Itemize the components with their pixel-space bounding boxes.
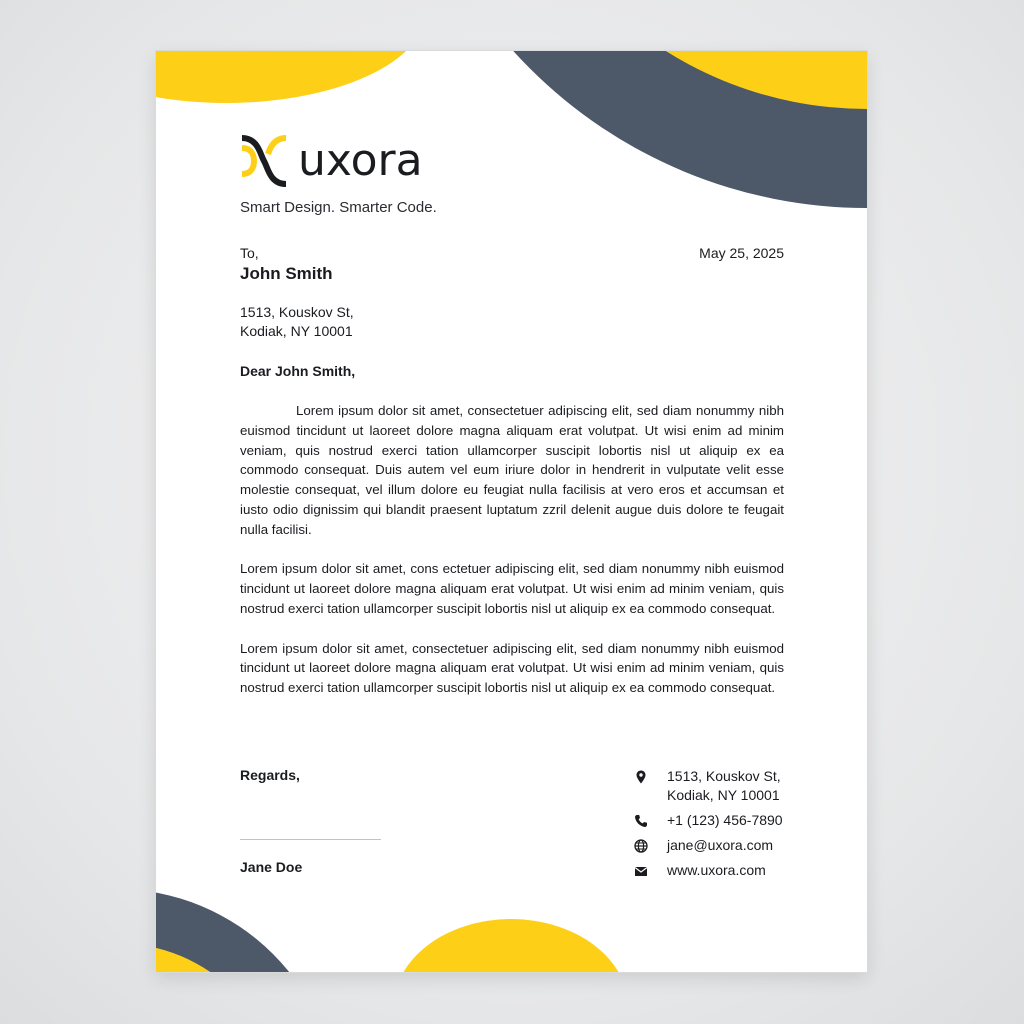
recipient-address-line: 1513, Kouskov St, [240, 304, 354, 320]
brand-tagline: Smart Design. Smarter Code. [240, 199, 437, 216]
contact-address-line: 1513, Kouskov St, [667, 768, 781, 784]
contact-email-text: jane@uxora.com [667, 837, 774, 853]
envelope-icon [634, 864, 648, 878]
top-left-yellow-arc [156, 51, 426, 103]
contact-website [634, 861, 834, 880]
signature-line [240, 839, 381, 840]
contact-address [634, 767, 834, 805]
location-pin-icon [634, 770, 648, 784]
contact-block [634, 767, 834, 886]
closing: Regards, [240, 767, 300, 783]
signer-name: Jane Doe [240, 859, 303, 875]
recipient-name: John Smith [240, 264, 333, 283]
body-paragraph: Lorem ipsum dolor sit amet, consectetuer adipiscing elit, sed diam nonummy nibh euismod tincidunt ut laoreet dolore magna aliquam erat volutpat. Ut wisi enim ad minim veniam, quis nostrud exerci tation ullamcorper suscipit lobortis nisl ut aliquip ex ea commodo consequat. Duis autem vel eum iriure dolor in hendrerit in vulputate velit esse molestie consequat, vel illum dolore eu feugiat nulla facilisis at vero eros et accumsan et iusto odio dignissim qui blandit praesent luptatum zzril delenit augue duis dolore te feugait nulla facilisi. [240, 403, 784, 537]
letter-date: May 25, 2025 [699, 245, 784, 261]
letter-body [240, 401, 784, 718]
brand-logo [240, 134, 423, 188]
contact-email [634, 836, 834, 855]
contact-phone [634, 811, 834, 830]
salutation: Dear John Smith, [240, 363, 356, 379]
body-paragraph: Lorem ipsum dolor sit amet, consectetuer adipiscing elit, sed diam nonummy nibh euismod tincidunt ut laoreet dolore magna aliquam erat volutpat. Ut wisi enim ad minim veniam, quis nostrud exerci tation ullamcorper suscipit lobortis nisl ut aliquip ex ea commodo consequat. [240, 640, 784, 696]
contact-address-line: Kodiak, NY 10001 [667, 787, 780, 803]
to-label: To, [240, 245, 259, 261]
contact-address-text [667, 767, 781, 805]
globe-icon [634, 839, 648, 853]
bottom-center-yellow-arc [393, 919, 629, 972]
logo-mark-icon [240, 134, 288, 188]
body-paragraph: Lorem ipsum dolor sit amet, cons ectetuer adipiscing elit, sed diam nonummy nibh euismod tincidunt ut laoreet dolore magna aliquam erat volutpat. Ut wisi enim ad minim veniam, quis nostrud exerci tation ullamcorper suscipit lobortis nisl ut aliquip ex ea commodo consequat. [240, 561, 784, 616]
phone-icon [634, 814, 648, 828]
contact-phone-text: +1 (123) 456-7890 [667, 812, 783, 828]
recipient-address [240, 303, 354, 341]
recipient-address-line: Kodiak, NY 10001 [240, 323, 353, 339]
brand-name: uxora [298, 135, 423, 186]
contact-website-text: www.uxora.com [667, 862, 766, 878]
letterhead-page [156, 51, 867, 972]
